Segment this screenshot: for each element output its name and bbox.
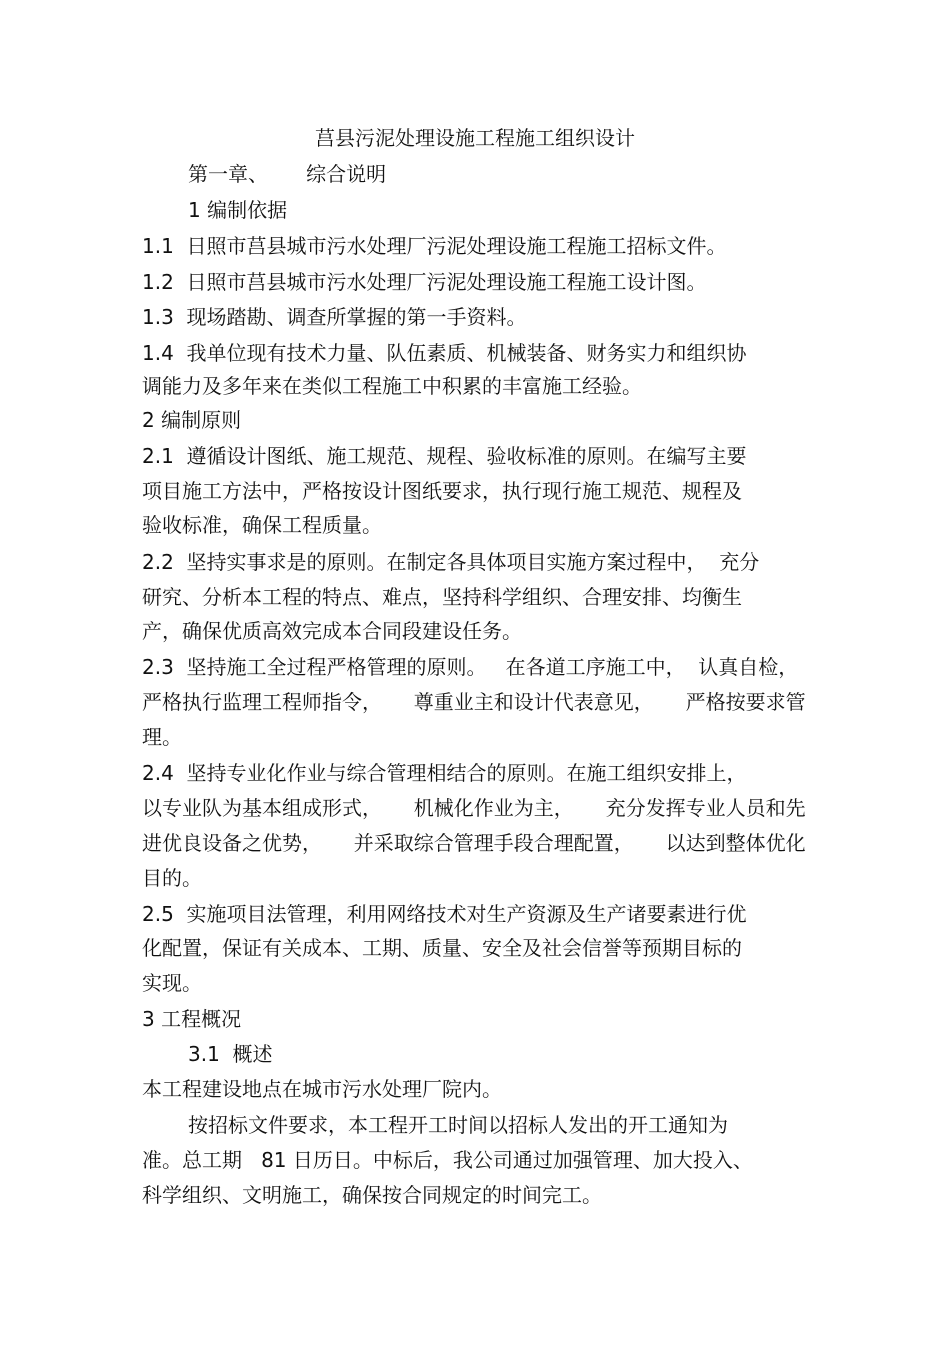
section-heading: 3 工程概况 (142, 1007, 242, 1031)
text-line: 本工程建设地点在城市污水处理厂院内。 (142, 1077, 502, 1101)
text-line: 产，确保优质高效完成本合同段建设任务。 (142, 619, 522, 643)
subsection-heading: 3.1 概述 (188, 1042, 273, 1066)
section-heading: 1 编制依据 (188, 198, 288, 222)
text-line: 1.4 我单位现有技术力量、队伍素质、机械装备、财务实力和组织协 (142, 341, 747, 365)
text-line: 1.2 日照市莒县城市污水处理厂污泥处理设施工程施工设计图。 (142, 270, 707, 294)
chapter-heading: 第一章、 综合说明 (188, 162, 387, 186)
text-line: 以专业队为基本组成形式， 机械化作业为主， 充分发挥专业人员和先 (142, 796, 806, 820)
text-line: 理。 (142, 725, 182, 749)
section-heading: 2 编制原则 (142, 408, 242, 432)
text-line: 1.1 日照市莒县城市污水处理厂污泥处理设施工程施工招标文件。 (142, 234, 727, 258)
text-line: 2.2 坚持实事求是的原则。在制定各具体项目实施方案过程中， 充分 (142, 550, 760, 574)
text-line: 严格执行监理工程师指令， 尊重业主和设计代表意见， 严格按要求管 (142, 690, 806, 714)
text-line: 实现。 (142, 971, 202, 995)
text-line: 2.3 坚持施工全过程严格管理的原则。 在各道工序施工中， 认真自检， (142, 655, 799, 679)
text-line: 科学组织、文明施工，确保按合同规定的时间完工。 (142, 1183, 602, 1207)
text-line: 2.4 坚持专业化作业与综合管理相结合的原则。在施工组织安排上， (142, 761, 747, 785)
text-line: 研究、分析本工程的特点、难点，坚持科学组织、合理安排、均衡生 (142, 585, 742, 609)
text-line: 进优良设备之优势， 并采取综合管理手段合理配置， 以达到整体优化 (142, 831, 806, 855)
text-line: 2.5 实施项目法管理，利用网络技术对生产资源及生产诸要素进行优 (142, 902, 747, 926)
text-line: 验收标准，确保工程质量。 (142, 513, 382, 537)
text-line: 准。总工期 81 日历日。中标后，我公司通过加强管理、加大投入、 (142, 1148, 753, 1172)
text-line: 项目施工方法中，严格按设计图纸要求，执行现行施工规范、规程及 (142, 479, 742, 503)
text-line: 目的。 (142, 866, 202, 890)
text-line: 1.3 现场踏勘、调查所掌握的第一手资料。 (142, 305, 527, 329)
text-line: 化配置，保证有关成本、工期、质量、安全及社会信誉等预期目标的 (142, 936, 742, 960)
text-line: 调能力及多年来在类似工程施工中积累的丰富施工经验。 (142, 374, 642, 398)
text-line: 按招标文件要求，本工程开工时间以招标人发出的开工通知为 (188, 1113, 728, 1137)
document-title: 莒县污泥处理设施工程施工组织设计 (315, 126, 635, 150)
text-line: 2.1 遵循设计图纸、施工规范、规程、验收标准的原则。在编写主要 (142, 444, 747, 468)
